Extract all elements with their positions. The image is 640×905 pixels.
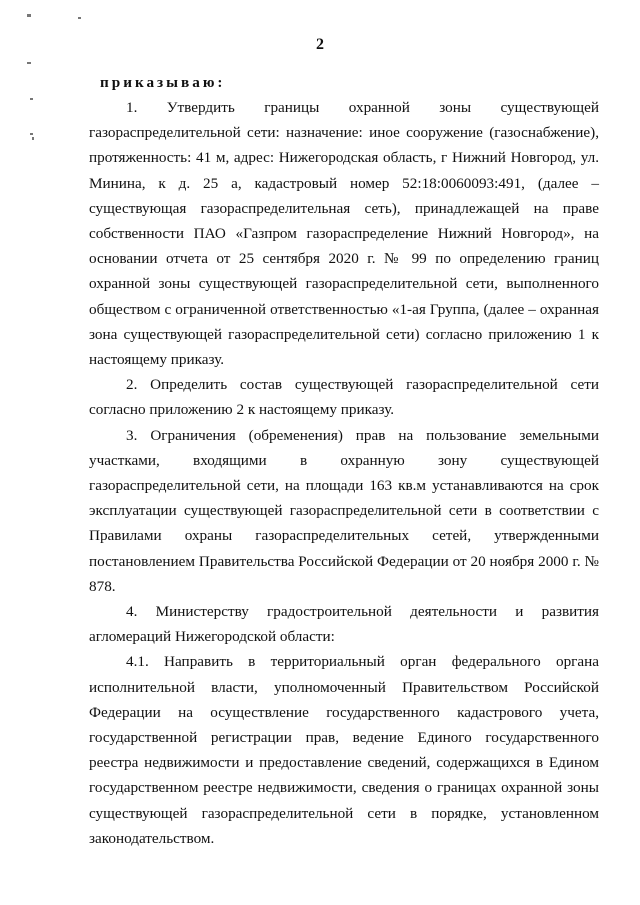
scan-artifact <box>78 17 81 19</box>
paragraph-1: 1. Утвердить границы охранной зоны существующей газораспределительной сети: назначение: иное сооружение (газоснабжение), протяженность: 41 м, адрес: Нижегородская область, г Нижний Новгород, ул. Минина, к д. 25 а, кадастровый номер 52:18:0060093:491, (далее – существующая газораспределительная сеть), принадлежащей на праве собственности ПАО «Газпром газораспределение Нижний Новгород», на основании отчета от 25 сентября 2020 г. № 99 по определению границ охранной зоны существующей газораспределительной сети, выполненного обществом с ограниченной ответственностью «1-ая Группа, (далее – охранная зона существующей газораспределительной сети) согласно приложению 1 к настоящему приказу. <box>89 99 599 369</box>
paragraph-3: 3. Ограничения (обременения) прав на пользование земельными участками, входящими в охранную зону существующей газораспределительной сети, на площади 163 кв.м устанавливаются на срок эксплуатации существующей газораспределительной сети в соответствии с Правилами охраны газораспределительных сетей, утвержденными постановлением Правительства Российской Федерации от 20 ноября 2000 г. № 878. <box>89 426 599 595</box>
scan-artifact <box>27 62 31 64</box>
order-heading: приказываю: <box>100 74 226 91</box>
scan-artifact <box>30 98 33 100</box>
paragraph-2: 2. Определить состав существующей газораспределительной сети согласно приложению 2 к настоящему приказу. <box>89 376 599 419</box>
scan-artifact <box>30 133 33 135</box>
paragraph-4-1: 4.1. Направить в территориальный орган федерального органа исполнительной власти, уполномоченный Правительством Российской Федерации на осуществление государственного кадастрового учета, государственной регистрации прав, ведение Единого государственного реестра недвижимости и предоставление сведений, содержащихся в Едином государственном реестре недвижимости, сведения о границах охранной зоны существующей газораспределительной сети в порядке, установленном законодательством. <box>89 653 599 847</box>
document-body <box>89 70 599 851</box>
paragraph-4: 4. Министерству градостроительной деятельности и развития агломераций Нижегородской области: <box>89 603 599 646</box>
scan-artifact <box>27 14 31 17</box>
page-number: 2 <box>316 36 324 53</box>
scan-artifact <box>32 137 34 140</box>
